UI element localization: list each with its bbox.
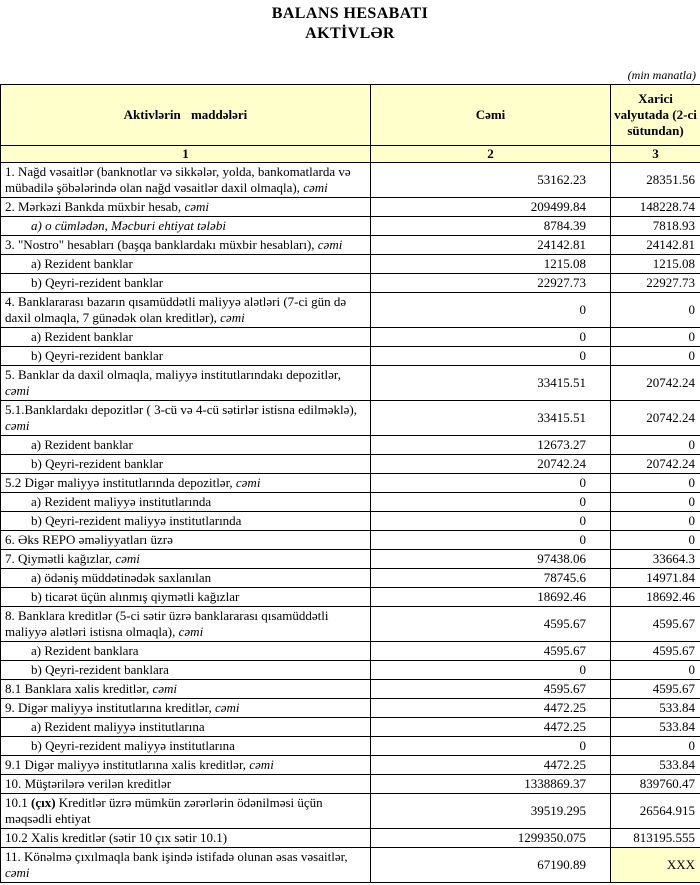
row-label-text: b) ticarət üçün alınmış qiymətli kağızlar [31,589,240,604]
row-foreign-currency-value: 0 [611,436,700,455]
table-row [1,699,700,718]
table-row [1,661,700,680]
table-row [1,829,700,848]
row-foreign-currency-value: 148228.74 [611,198,700,217]
row-label [1,794,371,829]
row-total-value: 67190.89 [371,848,611,883]
row-label [1,366,371,401]
row-foreign-currency-value: 26564.915 [611,794,700,829]
row-label-text: a) Rezident banklar [31,329,133,344]
row-label-text: 10.1 [5,795,31,810]
row-label [1,328,371,347]
column-number-2: 2 [371,146,611,163]
table-row [1,756,700,775]
row-label-text: cəmi [5,383,30,398]
row-label [1,293,371,328]
row-total-value: 1338869.37 [371,775,611,794]
table-row [1,512,700,531]
row-label-text: 10.2 Xalis kreditlər (sətir 10 çıx sətir 10.1) [5,830,228,845]
row-total-value: 4595.67 [371,642,611,661]
row-label-text: 6. Əks REPO əməliyyatları üzrə [5,532,173,547]
row-label-text: a) Rezident maliyyə institutlarına [31,719,205,734]
table-row [1,588,700,607]
row-total-value: 0 [371,328,611,347]
row-label [1,217,371,236]
table-body [1,163,700,883]
table-row [1,255,700,274]
row-label-text: 8. Banklara kreditlər (5-ci sətir üzrə banklararası qısamüddətli maliyyə alətləri istisna olmaqla), [5,608,329,639]
row-foreign-currency-value: 839760.47 [611,775,700,794]
row-label-text: b) Qeyri-rezident banklara [31,662,169,677]
row-label [1,401,371,436]
row-label [1,680,371,699]
table-row [1,455,700,474]
row-label [1,474,371,493]
table-row [1,436,700,455]
row-foreign-currency-value: 533.84 [611,718,700,737]
row-foreign-currency-value: 33664.3 [611,550,700,569]
row-label-text: b) Qeyri-rezident maliyyə institutlarına [31,738,235,753]
row-label [1,274,371,293]
row-total-value: 209499.84 [371,198,611,217]
report-subtitle: AKTİVLƏR [305,25,395,42]
row-total-value: 18692.46 [371,588,611,607]
row-foreign-currency-value: 0 [611,531,700,550]
row-total-value: 12673.27 [371,436,611,455]
row-label [1,198,371,217]
row-label [1,255,371,274]
table-row [1,848,700,883]
header-foreign-currency-column: Xarici valyutada (2-ci sütundan) [611,85,700,146]
row-label-text: 7. Qiymətli kağızlar, [5,551,116,566]
row-label-text: cəmi [235,475,261,490]
row-label-text: a) Rezident banklar [31,437,133,452]
row-total-value: 4472.25 [371,756,611,775]
header-items-column: Aktivlərin maddələri [1,85,371,146]
row-label [1,531,371,550]
row-label [1,756,371,775]
row-label-text: cəmi [115,551,140,566]
row-label [1,163,371,198]
row-foreign-currency-value: 14971.84 [611,569,700,588]
row-label-text: cəmi [220,310,245,325]
row-label-text: 5. Banklar da daxil olmaqla, maliyyə institutlarındakı depozitlər, [5,367,341,382]
row-foreign-currency-value: 0 [611,293,700,328]
row-foreign-currency-value: 1215.08 [611,255,700,274]
row-label [1,236,371,255]
row-foreign-currency-value: 0 [611,328,700,347]
row-label [1,829,371,848]
row-total-value: 0 [371,512,611,531]
row-label [1,699,371,718]
row-total-value: 53162.23 [371,163,611,198]
row-total-value: 0 [371,661,611,680]
row-label-text: 1. Nağd vəsaitlər (banknotlar və sikkələr, yolda, bankomatlarda və mübadilə şöbələrində olan nağd vəsaitlər daxil olmaqla), [5,164,351,195]
table-row [1,550,700,569]
row-total-value: 0 [371,293,611,328]
row-foreign-currency-value: 4595.67 [611,680,700,699]
table-row [1,794,700,829]
table-row [1,718,700,737]
row-foreign-currency-value: 813195.555 [611,829,700,848]
column-number-3: 3 [611,146,700,163]
row-label-text: 2. Mərkəzi Bankda müxbir hesab, [5,199,185,214]
row-foreign-currency-value: 20742.24 [611,401,700,436]
row-label-text: b) Qeyri-rezident banklar [31,456,164,471]
row-label-text: b) Qeyri-rezident banklar [31,348,164,363]
table-row [1,217,700,236]
row-label-text: cəmi [214,700,240,715]
unit-note: (min manatla) [627,68,696,82]
row-foreign-currency-value: 0 [611,474,700,493]
row-total-value: 1299350.075 [371,829,611,848]
row-foreign-currency-value: 20742.24 [611,455,700,474]
row-label [1,550,371,569]
table-row [1,531,700,550]
row-label-text: a) Rezident banklar [31,256,133,271]
row-label-text: a) o cümlədən, Məcburi ehtiyat tələbi [31,218,226,233]
row-total-value: 1215.08 [371,255,611,274]
row-label [1,775,371,794]
row-label-text: 5.1.Banklardakı depozitlər ( 3-cü və 4-cü sətirlər istisna edilməklə), [5,402,357,417]
row-label-text: 5.2 Digər maliyyə institutlarında depozitlər, [5,475,236,490]
row-label [1,436,371,455]
table-row [1,328,700,347]
row-label-text: cəmi [317,237,343,252]
row-foreign-currency-value: 0 [611,347,700,366]
row-label [1,493,371,512]
row-label [1,588,371,607]
table-row [1,401,700,436]
row-total-value: 0 [371,531,611,550]
assets-table [0,84,700,883]
row-total-value: 4595.67 [371,680,611,699]
row-foreign-currency-value: 0 [611,512,700,531]
row-label-text: cəmi [178,624,204,639]
row-label-text: b) Qeyri-rezident maliyyə institutlarında [31,513,242,528]
row-total-value: 24142.81 [371,236,611,255]
row-foreign-currency-value: 4595.67 [611,607,700,642]
row-label-text: 9. Digər maliyyə institutlarına kreditlər, [5,700,215,715]
row-total-value: 22927.73 [371,274,611,293]
row-foreign-currency-value: 4595.67 [611,642,700,661]
row-label-text: 8.1 Banklara xalis kreditlər, [5,681,153,696]
row-total-value: 78745.6 [371,569,611,588]
row-foreign-currency-value: 0 [611,493,700,512]
row-foreign-currency-value: 24142.81 [611,236,700,255]
row-foreign-currency-value: XXX [611,848,700,883]
row-total-value: 20742.24 [371,455,611,474]
table-row [1,474,700,493]
table-row [1,347,700,366]
row-foreign-currency-value: 20742.24 [611,366,700,401]
table-row [1,366,700,401]
column-number-1: 1 [1,146,371,163]
row-total-value: 33415.51 [371,401,611,436]
table-header-row [1,85,700,146]
row-label-text: a) Rezident maliyyə institutlarında [31,494,212,509]
table-row [1,274,700,293]
column-number-row [1,146,700,163]
row-foreign-currency-value: 22927.73 [611,274,700,293]
row-label-text: 3. "Nostro" hesabları (başqa banklardakı müxbir hesabları), [5,237,318,252]
row-foreign-currency-value: 533.84 [611,756,700,775]
table-row [1,293,700,328]
row-total-value: 97438.06 [371,550,611,569]
row-label-text: 10. Müştərilərə verilən kreditlər [5,776,172,791]
row-label-text: a) ödəniş müddətinədək saxlanılan [31,570,212,585]
table-row [1,163,700,198]
row-label [1,512,371,531]
table-row [1,607,700,642]
row-total-value: 8784.39 [371,217,611,236]
row-label-text: cəmi [5,865,30,880]
row-total-value: 0 [371,737,611,756]
report-title: BALANS HESABATI [271,5,429,22]
row-label [1,607,371,642]
row-foreign-currency-value: 0 [611,737,700,756]
row-label-text: (çıx) [31,795,56,810]
row-label [1,661,371,680]
row-foreign-currency-value: 28351.56 [611,163,700,198]
row-label-text: a) Rezident banklara [31,643,139,658]
header-total-column: Cəmi [371,85,611,146]
table-row [1,236,700,255]
row-label [1,455,371,474]
table-row [1,680,700,699]
row-total-value: 0 [371,347,611,366]
row-label-text: cəmi [152,681,178,696]
row-total-value: 4595.67 [371,607,611,642]
row-label-text: b) Qeyri-rezident banklar [31,275,164,290]
table-row [1,198,700,217]
row-total-value: 39519.295 [371,794,611,829]
row-total-value: 0 [371,493,611,512]
row-total-value: 0 [371,474,611,493]
row-total-value: 33415.51 [371,366,611,401]
table-row [1,737,700,756]
row-label [1,642,371,661]
row-label-text: cəmi [5,418,30,433]
row-foreign-currency-value: 533.84 [611,699,700,718]
row-foreign-currency-value: 18692.46 [611,588,700,607]
row-label-text: cəmi [249,757,274,772]
row-label-text: 11. Könəlmə çıxılmaqla bank işində istifadə olunan əsas vəsaitlər, [5,849,348,864]
row-label [1,718,371,737]
row-foreign-currency-value: 7818.93 [611,217,700,236]
row-label-text: 4. Banklararası bazarın qısamüddətli maliyyə alətləri (7-ci gün də daxil olmaqla, 7 günədək olan kreditlər), [5,294,347,325]
table-row [1,493,700,512]
row-label-text: 9.1 Digər maliyyə institutlarına xalis kreditlər, [5,757,250,772]
row-total-value: 4472.25 [371,699,611,718]
row-label [1,848,371,883]
row-foreign-currency-value: 0 [611,661,700,680]
row-label-text: Kreditlər üzrə mümkün zərərlərin ödənilməsi üçün məqsədli ehtiyat [5,795,323,826]
row-total-value: 4472.25 [371,718,611,737]
row-label [1,347,371,366]
row-label [1,569,371,588]
row-label [1,737,371,756]
table-row [1,775,700,794]
row-label-text: cəmi [184,199,209,214]
table-row [1,569,700,588]
row-label-text: cəmi [303,180,328,195]
table-row [1,642,700,661]
